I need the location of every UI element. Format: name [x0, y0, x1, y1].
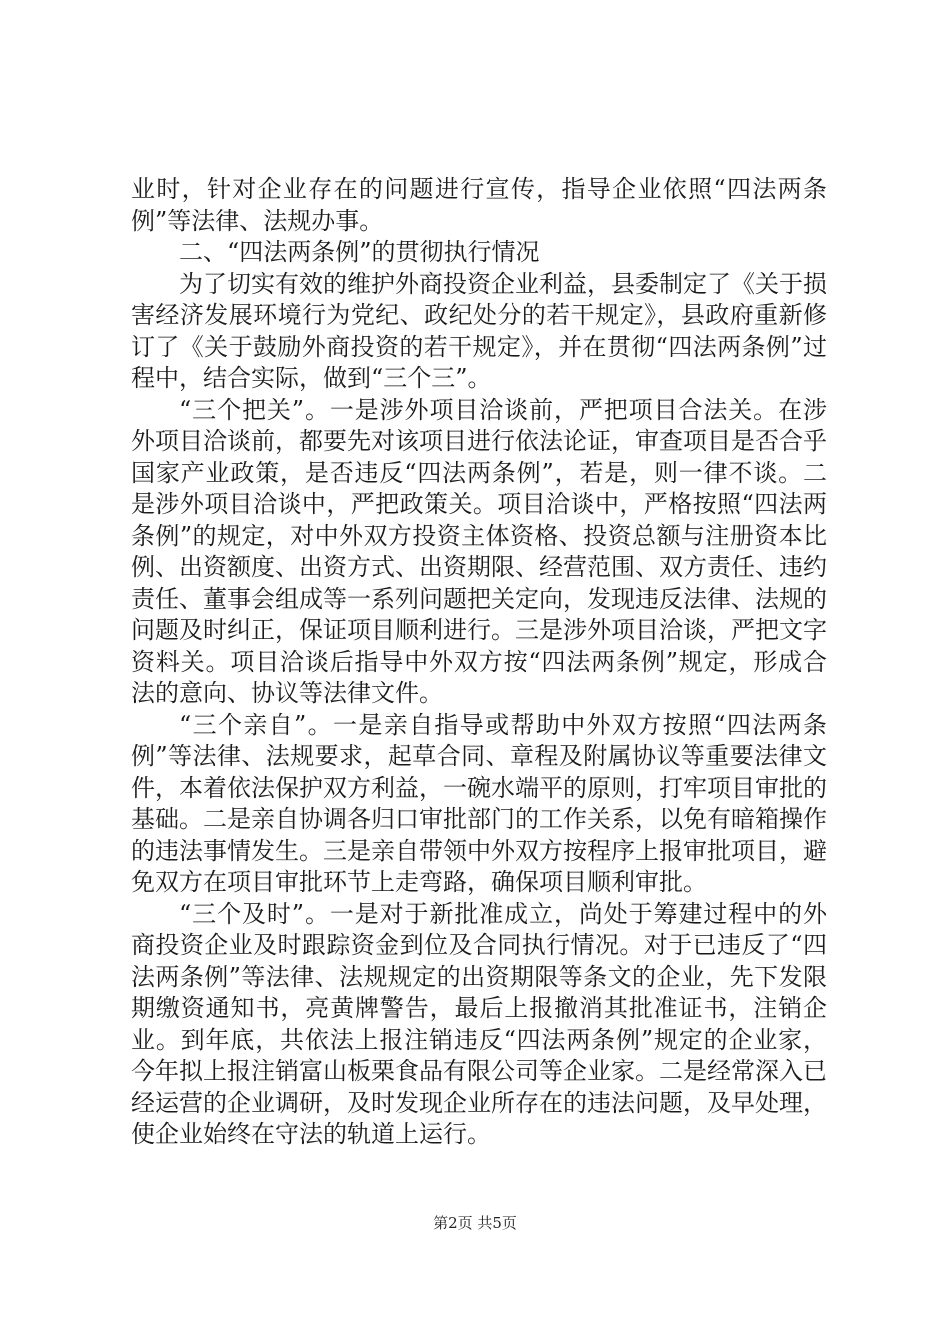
paragraph-intro: 为了切实有效的维护外商投资企业利益，县委制定了《关于损害经济发展环境行为党纪、政纪处分的若干规定》，县政府重新修订了《关于鼓励外商投资的若干规定》，并在贯彻“四法两条例”过程中，结合实际，做到“三个三”。 — [131, 269, 827, 392]
paragraph-three-checks: “三个把关”。一是涉外项目洽谈前，严把项目合法关。在涉外项目洽谈前，都要先对该项目进行依法论证，审查项目是否合乎国家产业政策，是否违反“四法两条例”，若是，则一律不谈。二是涉外项目洽谈中，严把政策关。项目洽谈中，严格按照“四法两条例”的规定，对中外双方投资主体资格、投资总额与注册资本比例、出资额度、出资方式、出资期限、经营范围、双方责任、违约责任、董事会组成等一系列问题把关定向，发现违反法律、法规的问题及时纠正，保证项目顺利进行。三是涉外项目洽谈，严把文字资料关。项目洽谈后指导中外双方按“四法两条例”规定，形成合法的意向、协议等法律文件。 — [131, 395, 827, 707]
paragraph-three-timely: “三个及时”。一是对于新批准成立，尚处于筹建过程中的外商投资企业及时跟踪资金到位及合同执行情况。对于已违反了“四法两条例”等法律、法规规定的出资期限等条文的企业，先下发限期缴资通知书，亮黄牌警告，最后上报撤消其批准证书，注销企业。到年底，共依法上报注销违反“四法两条例”规定的企业家，今年拟上报注销富山板栗食品有限公司等企业家。二是经常深入已经运营的企业调研，及时发现企业所存在的违法问题，及早处理，使企业始终在守法的轨道上运行。 — [131, 899, 827, 1148]
document-body — [131, 174, 827, 1151]
paragraph-three-personal: “三个亲自”。一是亲自指导或帮助中外双方按照“四法两条例”等法律、法规要求，起草合同、章程及附属协议等重要法律文件，本着依法保护双方利益，一碗水端平的原则，打牢项目审批的基础。二是亲自协调各归口审批部门的工作关系，以免有暗箱操作的违法事情发生。三是亲自带领中外双方按程序上报审批项目，避免双方在项目审批环节上走弯路，确保项目顺利审批。 — [131, 710, 827, 896]
paragraph-continuation: 业时，针对企业存在的问题进行宣传，指导企业依照“四法两条例”等法律、法规办事。 — [131, 175, 827, 235]
page-number-footer: 第2页 共5页 — [433, 1214, 517, 1232]
section-heading: 二、“四法两条例”的贯彻执行情况 — [179, 238, 540, 266]
